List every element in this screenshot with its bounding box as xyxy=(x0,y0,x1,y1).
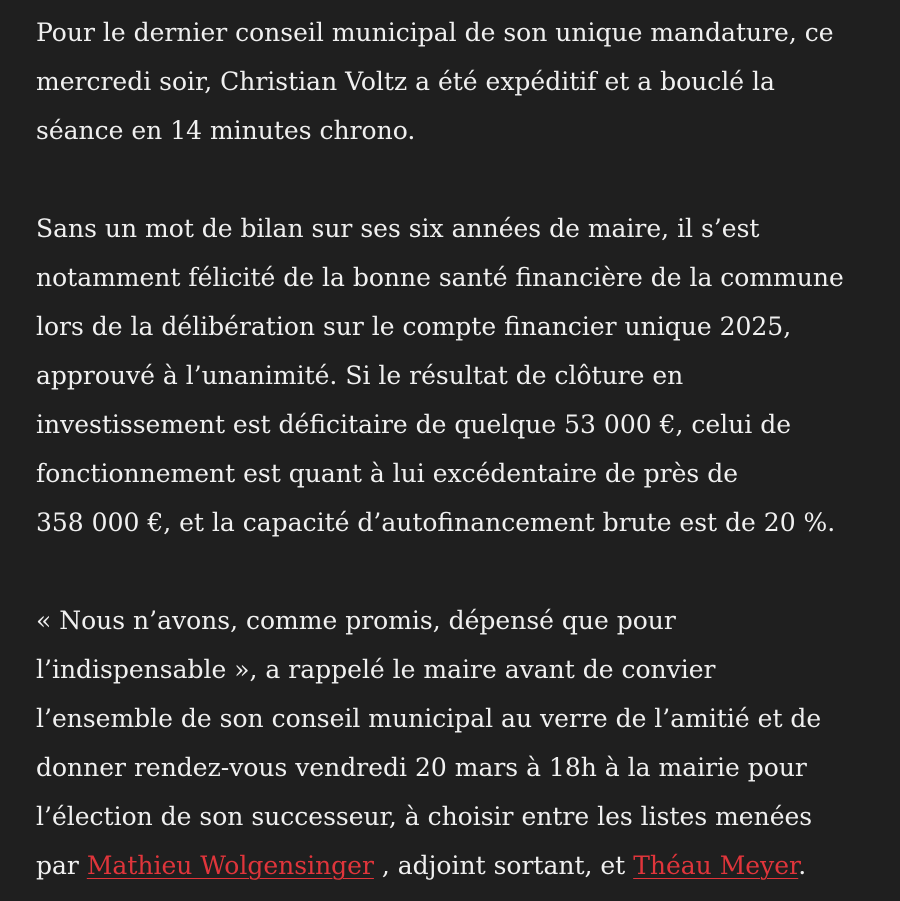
text-line: notamment félicité de la bonne santé financière de la commune xyxy=(36,263,844,292)
text-line-with-links xyxy=(36,841,876,890)
text-line: approuvé à l’unanimité. Si le résultat de clôture en xyxy=(36,361,684,390)
text-line: l’ensemble de son conseil municipal au verre de l’amitié et de xyxy=(36,704,822,733)
text-line: fonctionnement est quant à lui excédentaire de près de xyxy=(36,459,739,488)
text-line: Sans un mot de bilan sur ses six années de maire, il s’est xyxy=(36,214,760,243)
link-theau-meyer[interactable]: Théau Meyer xyxy=(633,851,799,880)
text-line: séance en 14 minutes chrono. xyxy=(36,116,416,145)
text-fragment: , adjoint sortant, et xyxy=(373,851,634,880)
text-line: lors de la délibération sur le compte financier unique 2025, xyxy=(36,312,792,341)
text-fragment: . xyxy=(798,851,807,880)
paragraph-2 xyxy=(36,204,876,547)
text-line: donner rendez-vous vendredi 20 mars à 18h à la mairie pour xyxy=(36,753,807,782)
text-line: l’indispensable », a rappelé le maire avant de convier xyxy=(36,655,716,684)
text-line: « Nous n’avons, comme promis, dépensé que pour xyxy=(36,606,676,635)
article-body xyxy=(36,8,876,890)
text-fragment: par xyxy=(36,851,87,880)
text-line: Pour le dernier conseil municipal de son unique mandature, ce xyxy=(36,18,834,47)
text-line: mercredi soir, Christian Voltz a été expéditif et a bouclé la xyxy=(36,67,775,96)
text-line: investissement est déficitaire de quelque 53 000 €, celui de xyxy=(36,410,792,439)
paragraph-3 xyxy=(36,596,876,890)
link-mathieu-wolgensinger[interactable]: Mathieu Wolgensinger xyxy=(86,851,374,880)
paragraph-1 xyxy=(36,8,876,155)
text-line: 358 000 €, et la capacité d’autofinancement brute est de 20 %. xyxy=(36,508,836,537)
text-line: l’élection de son successeur, à choisir entre les listes menées xyxy=(36,802,813,831)
